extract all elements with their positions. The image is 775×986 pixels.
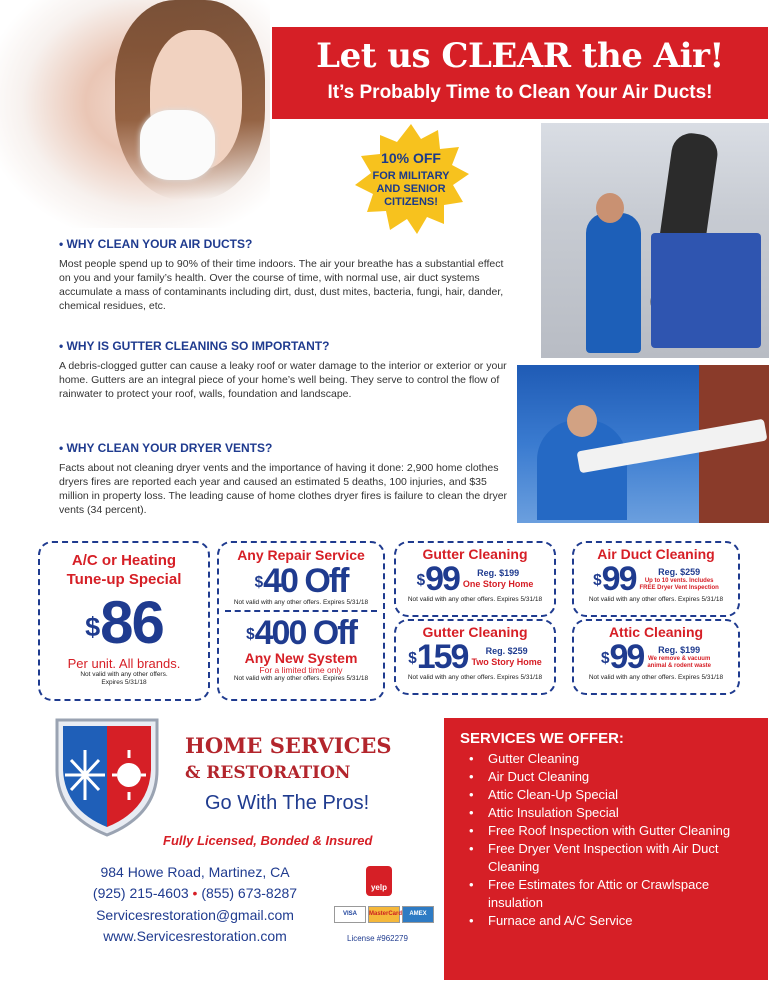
coupon-fine-print-2: Not valid with any other offers. Expires 5/31/18 [233,675,369,682]
coupon-title-line-1: A/C or Heating [71,552,177,569]
email-link[interactable]: Servicesrestoration@gmail.com [96,907,294,923]
coupon-title-2: Any New System [244,650,358,666]
service-item: • Air Duct Cleaning [460,768,752,786]
subheadline: It’s Probably Time to Clean Your Air Ducts! [327,82,713,103]
coupon-gutter-two-story [394,619,556,695]
headline: Let us CLEAR the Air! [316,36,724,76]
coupon-desc: Two Story Home [471,657,542,667]
coupon-title-line-2: Tune-up Special [66,571,182,588]
coupon-attic [572,619,740,695]
coupon-gutter-one-story [394,541,556,617]
brand-subname: & RESTORATION [185,763,351,783]
coupon-fine-print: Not valid with any other offers. Expires 5/31/18 [233,599,369,606]
services-list-box [444,718,768,980]
mastercard-icon: MasterCard [368,906,400,923]
coupon-title: Any Repair Service [237,547,365,563]
coupon-regular-price: Reg. $199 [658,644,701,655]
visa-card-icon: VISA [334,906,366,923]
header-banner [272,27,768,119]
discount-starburst-badge [350,122,472,238]
website-link[interactable]: www.Servicesrestoration.com [103,928,287,944]
coupon-note: Per unit. All brands. [67,656,181,671]
services-list [460,750,752,930]
coupon-price-2: $400 Off [246,614,356,652]
services-title: SERVICES WE OFFER: [460,730,624,747]
section-dryer-vents [59,441,514,517]
gutter-technician-photo [517,365,769,523]
amex-card-icon: AMEX [402,906,434,923]
coupon-fine-print: Not valid with any other offers. Expires 5/31/18 [407,596,543,603]
coupon-fine-print: Not valid with any other offers. Expires 5/31/18 [588,596,724,603]
coupon-limited-note: For a limited time only [259,665,343,675]
service-item: • Gutter Cleaning [460,750,752,768]
coupon-regular-price: Reg. $259 [658,566,701,577]
section-air-ducts [59,237,509,313]
coupon-desc-1: We remove & vacuum [648,655,711,662]
coupon-title: Air Duct Cleaning [597,546,715,562]
licensed-statement: Fully Licensed, Bonded & Insured [163,833,373,848]
coupon-air-duct [572,541,740,617]
section-body: Facts about not cleaning dryer vents and the importance of having it done: 2,900 home clothes dryers fires are reported each year and caused an estimated 5 deaths, 100 injuries, and $35 million in property loss. The leading cause of home clothes dryer fires is failure to clean the dryer vents (34 percent). [59,462,508,516]
badge-line-2: AND SENIOR [376,183,446,195]
shield-logo-icon [37,710,177,840]
section-gutter-cleaning [59,339,509,401]
service-item: • Attic Insulation Special [460,804,752,822]
coupon-tuneup [38,541,210,701]
coupon-price: $99 [600,638,644,676]
yelp-icon[interactable]: yelp [366,866,392,896]
tagline: Go With The Pros! [205,792,370,814]
section-body: Most people spend up to 90% of their time indoors. The air your breathe has a substantial effect on you and your family’s health. Over the course of time, with normal use, air duct systems accumulate a mass of contaminants including dirt, dust, dust mites, bacteria, fungi, hair, dander, chemical residues, etc. [59,258,504,312]
coupon-fine-print: Not valid with any other offers. Expires 5/31/18 [407,674,543,681]
phone-separator: • [192,885,198,901]
phone-numbers [60,885,330,901]
phone-1[interactable]: (925) 215-4603 [92,885,189,901]
service-item: • Free Dryer Vent Inspection with Air Duct Cleaning [460,840,752,876]
service-item: • Free Estimates for Attic or Crawlspace insulation [460,876,752,912]
section-title: • WHY IS GUTTER CLEANING SO IMPORTANT? [59,339,330,353]
section-title: • WHY CLEAN YOUR AIR DUCTS? [59,237,253,251]
coupon-desc-2: FREE Dryer Vent Inspection [639,584,719,591]
section-title: • WHY CLEAN YOUR DRYER VENTS? [59,441,273,455]
coupon-fine-print: Not valid with any other offers. Expires 5/31/18 [80,671,168,686]
coupon-desc: One Story Home [462,579,534,589]
coupon-price: $40 Off [254,562,348,600]
coupon-fine-print: Not valid with any other offers. Expires 5/31/18 [588,674,724,681]
coupon-title: Gutter Cleaning [422,624,528,640]
address: 984 Howe Road, Martinez, CA [100,864,290,880]
brand-name: HOME SERVICES [185,733,392,758]
coupon-regular-price: Reg. $259 [485,646,528,656]
badge-line-3: CITIZENS! [384,196,438,208]
coupon-divider [225,610,377,612]
woman-sneezing-photo [0,0,270,228]
coupon-price: $86 [85,589,163,656]
service-item: • Furnace and A/C Service [460,912,752,930]
coupon-title: Gutter Cleaning [422,546,528,562]
service-item: • Attic Clean-Up Special [460,786,752,804]
coupon-price: $99 [593,560,636,598]
coupon-title: Attic Cleaning [608,624,704,640]
coupon-desc-2: animal & rodent waste [647,662,712,669]
badge-line-1: FOR MILITARY [372,170,450,182]
coupon-repair-new-system [217,541,385,701]
coupon-price: $159 [408,638,468,676]
coupon-regular-price: Reg. $199 [477,568,520,578]
badge-percent: 10% OFF [381,150,441,166]
company-logo [37,710,177,840]
coupon-price: $99 [416,560,459,598]
section-body: A debris-clogged gutter can cause a leaky roof or water damage to the interior or exterior or your home. Gutters are an integral piece of your home’s well being. They serve to control the flow of rainwater to protect your roof, walls, foundation and landscape. [59,360,507,400]
air-duct-technician-photo [541,123,769,358]
phone-2[interactable]: (855) 673-8287 [201,885,298,901]
license-number: License #962279 [347,934,408,943]
service-item: • Free Roof Inspection with Gutter Cleaning [460,822,752,840]
coupon-desc-1: Up to 10 vents. Includes [644,577,714,584]
